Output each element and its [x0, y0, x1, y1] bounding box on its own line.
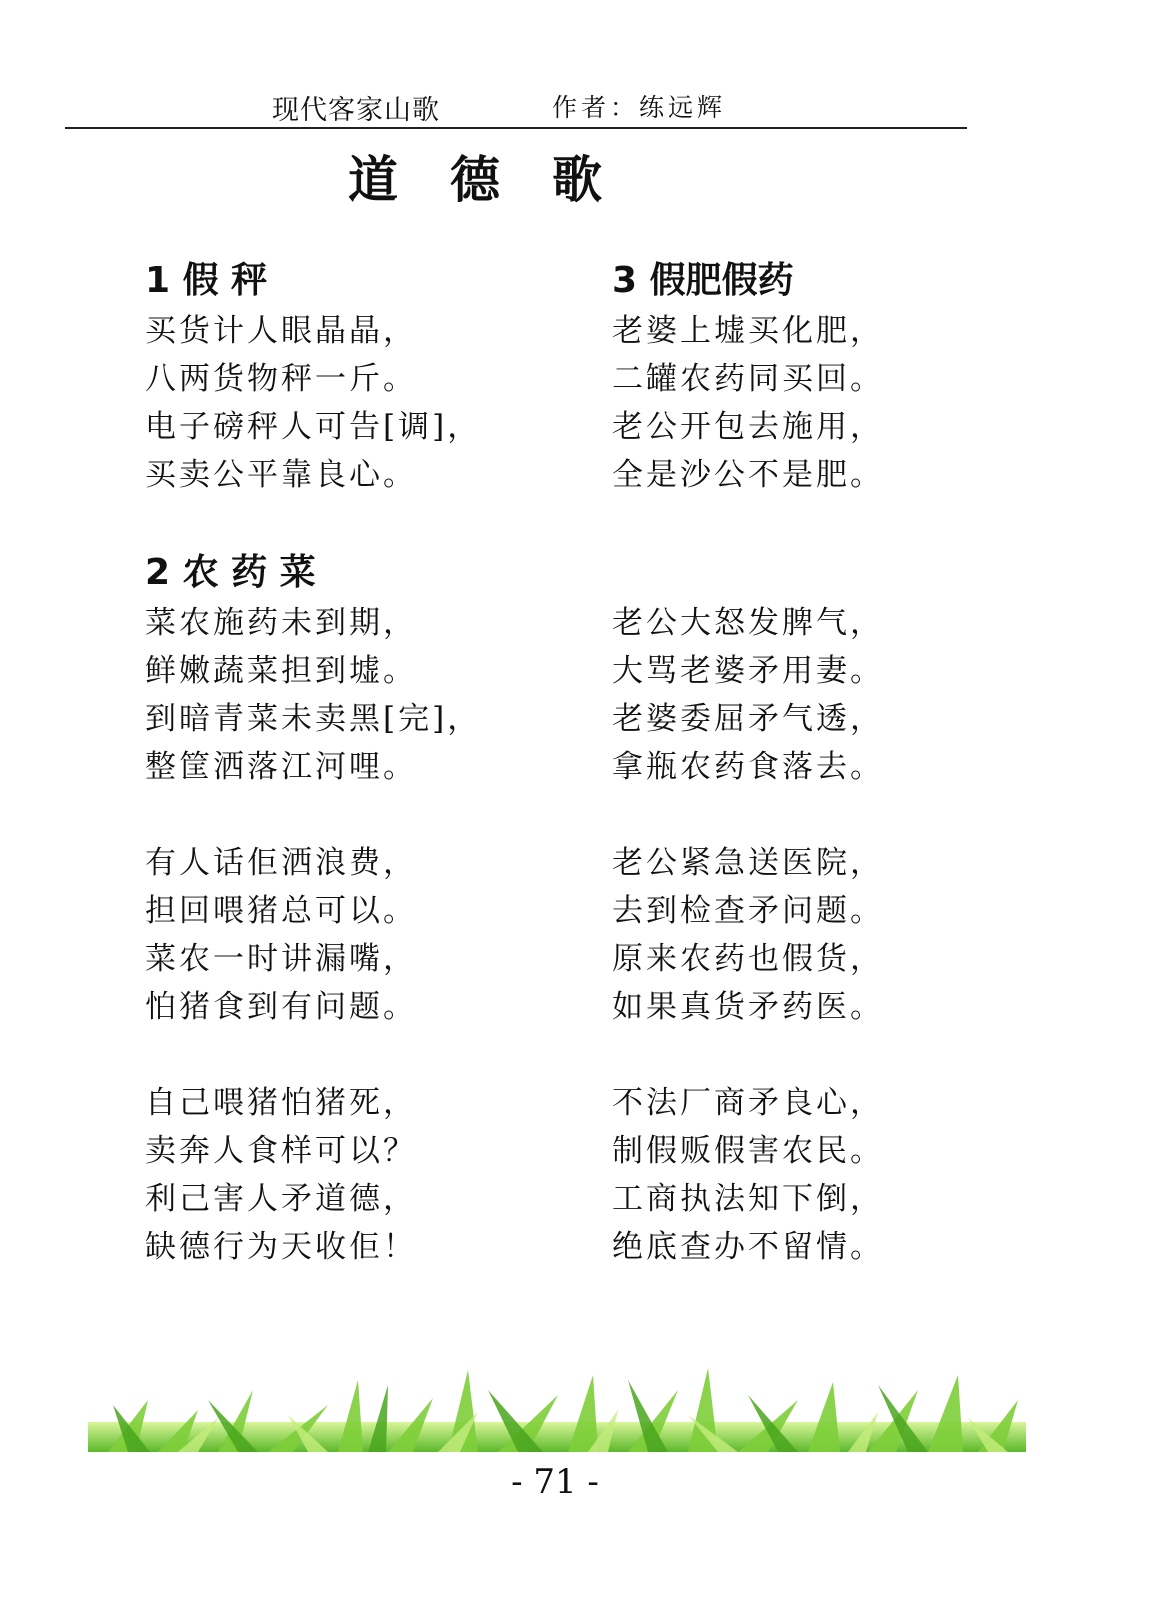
stanza: [612, 1079, 1032, 1271]
section-fake-scale: [145, 255, 565, 499]
section-heading: 2 农 药 菜: [145, 552, 316, 593]
stanza: [145, 1079, 565, 1271]
verse-line: 整筐洒落江河哩。: [145, 749, 417, 785]
verse-line: 老公开包去施用，: [612, 409, 884, 445]
verse-line: 制假贩假害农民。: [612, 1133, 884, 1169]
verse-line: 原来农药也假货，: [612, 941, 884, 977]
verse-line: 担回喂猪总可以。: [145, 893, 417, 929]
verse-line: 老公紧急送医院，: [612, 845, 884, 881]
book-title: 现代客家山歌: [272, 95, 440, 126]
stanza: [145, 839, 565, 1031]
stanza: [612, 839, 1032, 1031]
verse-line: 工商执法知下倒，: [612, 1181, 884, 1217]
verse-line: 二罐农药同买回。: [612, 361, 884, 397]
verse-line: 自己喂猪怕猪死，: [145, 1085, 417, 1121]
verse-line: 到暗青菜未卖黑[完]，: [145, 701, 482, 737]
song-title: 道德歌: [348, 151, 654, 209]
stanza: [612, 599, 1032, 791]
verse-line: 缺德行为天收佢！: [145, 1229, 417, 1265]
verse-line: 买货计人眼晶晶，: [145, 313, 417, 349]
verse-line: 利己害人矛道德，: [145, 1181, 417, 1217]
verse-line: 拿瓶农药食落去。: [612, 749, 884, 785]
verse-line: 老公大怒发脾气，: [612, 605, 884, 641]
section-heading: 3 假肥假药: [612, 260, 794, 301]
verse-line: 鲜嫩蔬菜担到墟。: [145, 653, 417, 689]
verse-line: 有人话佢洒浪费，: [145, 845, 417, 881]
left-column: [145, 255, 565, 1271]
verse-line: 大骂老婆矛用妻。: [612, 653, 884, 689]
section-fake-fertilizer: [612, 255, 1032, 499]
verse-line: 如果真货矛药医。: [612, 989, 884, 1025]
verse-line: 去到检查矛问题。: [612, 893, 884, 929]
verse-line: 绝底查办不留情。: [612, 1229, 884, 1265]
verse-line: 卖奔人食样可以？: [145, 1133, 417, 1169]
section-pesticide-vegetables: [145, 547, 565, 791]
page-number: - 71 -: [511, 1462, 599, 1502]
verse-line: 八两货物秤一斤。: [145, 361, 417, 397]
verse-line: 电子磅秤人可告[调]，: [145, 409, 482, 445]
verse-line: 全是沙公不是肥。: [612, 457, 884, 493]
verse-line: 菜农一时讲漏嘴，: [145, 941, 417, 977]
header-rule: [65, 127, 967, 129]
verse-line: 菜农施药未到期，: [145, 605, 417, 641]
verse-line: 老婆委屈矛气透，: [612, 701, 884, 737]
verse-line: 老婆上墟买化肥，: [612, 313, 884, 349]
author-credit: 作者：练远辉: [552, 93, 727, 122]
grass-decoration: [88, 1360, 1026, 1452]
section-heading: 1 假 秤: [145, 260, 268, 301]
right-column: [612, 255, 1032, 1271]
verse-line: 怕猪食到有问题。: [145, 989, 417, 1025]
verse-line: 不法厂商矛良心，: [612, 1085, 884, 1121]
page-header: [0, 88, 1159, 124]
verse-line: 买卖公平靠良心。: [145, 457, 417, 493]
